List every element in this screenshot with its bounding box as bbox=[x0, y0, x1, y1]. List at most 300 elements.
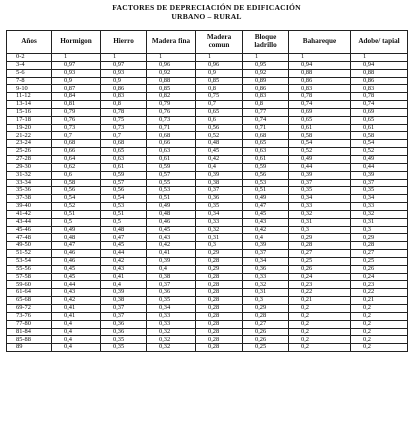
factor-cell: 0,42 bbox=[101, 257, 147, 265]
factor-cell: 0,9 bbox=[196, 69, 243, 77]
factor-cell: 0,74 bbox=[289, 101, 351, 109]
table-row bbox=[7, 297, 408, 305]
factor-cell: 0,37 bbox=[147, 281, 196, 289]
factor-cell: 0,28 bbox=[196, 328, 243, 336]
factor-cell: 0,37 bbox=[243, 250, 289, 258]
table-body bbox=[7, 54, 408, 352]
factor-cell: 0,65 bbox=[196, 108, 243, 116]
factor-cell: 0,33 bbox=[243, 273, 289, 281]
factor-cell: 0,49 bbox=[351, 155, 408, 163]
factor-cell: 0,79 bbox=[52, 108, 101, 116]
factor-cell: 0,7 bbox=[52, 132, 101, 140]
factor-cell: 0,29 bbox=[351, 234, 408, 242]
table-row bbox=[7, 163, 408, 171]
factor-cell: 0,63 bbox=[147, 148, 196, 156]
factor-cell: 0,8 bbox=[243, 101, 289, 109]
factor-cell: 0,35 bbox=[289, 187, 351, 195]
age-range-cell: 49-50 bbox=[7, 242, 52, 250]
factor-cell: 0,35 bbox=[101, 344, 147, 352]
factor-cell: 0,28 bbox=[196, 312, 243, 320]
factor-cell: 0,3 bbox=[243, 297, 289, 305]
table-row bbox=[7, 195, 408, 203]
factor-cell: 0,54 bbox=[289, 140, 351, 148]
factor-cell: 0,2 bbox=[289, 305, 351, 313]
factor-cell: 0,48 bbox=[101, 226, 147, 234]
factor-cell: 0,39 bbox=[289, 171, 351, 179]
age-range-cell: 47-48 bbox=[7, 234, 52, 242]
factor-cell: 0,75 bbox=[196, 93, 243, 101]
factor-cell: 0,86 bbox=[351, 77, 408, 85]
factor-cell: 0,28 bbox=[196, 281, 243, 289]
header-hierro: Hierro bbox=[101, 31, 147, 54]
factor-cell: 0,22 bbox=[351, 289, 408, 297]
header-anos: Años bbox=[7, 31, 52, 54]
factor-cell: 0,74 bbox=[243, 116, 289, 124]
factor-cell: 0,36 bbox=[101, 320, 147, 328]
factor-cell: 0,56 bbox=[101, 187, 147, 195]
factor-cell: 0,32 bbox=[196, 226, 243, 234]
factor-cell: 0,73 bbox=[101, 124, 147, 132]
factor-cell: 0,7 bbox=[101, 132, 147, 140]
factor-cell: 0,45 bbox=[147, 226, 196, 234]
age-range-cell: 73-76 bbox=[7, 312, 52, 320]
factor-cell: 0,32 bbox=[351, 210, 408, 218]
factor-cell: 0,31 bbox=[351, 218, 408, 226]
factor-cell: 0,68 bbox=[52, 140, 101, 148]
factor-cell: 0,26 bbox=[351, 265, 408, 273]
age-range-cell: 3-4 bbox=[7, 61, 52, 69]
table-row bbox=[7, 148, 408, 156]
factor-cell: 0,28 bbox=[196, 273, 243, 281]
depreciation-table bbox=[6, 30, 408, 352]
factor-cell: 0,2 bbox=[351, 312, 408, 320]
table-row bbox=[7, 179, 408, 187]
factor-cell: 0,46 bbox=[52, 257, 101, 265]
age-range-cell: 27-28 bbox=[7, 155, 52, 163]
factor-cell: 0,34 bbox=[243, 257, 289, 265]
factor-cell: 0,89 bbox=[243, 77, 289, 85]
factor-cell: 0,78 bbox=[351, 93, 408, 101]
factor-cell: 0,74 bbox=[351, 101, 408, 109]
factor-cell: 0,49 bbox=[243, 195, 289, 203]
factor-cell: 1 bbox=[289, 54, 351, 62]
factor-cell: 0,68 bbox=[101, 140, 147, 148]
age-range-cell: 43-44 bbox=[7, 218, 52, 226]
table-row bbox=[7, 69, 408, 77]
factor-cell: 0,9 bbox=[101, 77, 147, 85]
factor-cell: 0,57 bbox=[147, 171, 196, 179]
table-row bbox=[7, 85, 408, 93]
table-row bbox=[7, 226, 408, 234]
factor-cell: 0,88 bbox=[351, 69, 408, 77]
age-range-cell: 45-46 bbox=[7, 226, 52, 234]
factor-cell: 0,21 bbox=[351, 297, 408, 305]
factor-cell: 0,46 bbox=[147, 218, 196, 226]
table-row bbox=[7, 250, 408, 258]
factor-cell: 0,52 bbox=[351, 148, 408, 156]
table-row bbox=[7, 344, 408, 352]
factor-cell: 0,39 bbox=[196, 171, 243, 179]
factor-cell: 0,47 bbox=[243, 203, 289, 211]
factor-cell: 0,51 bbox=[101, 210, 147, 218]
factor-cell: 0,4 bbox=[196, 163, 243, 171]
factor-cell: 0,41 bbox=[52, 305, 101, 313]
factor-cell: 0,59 bbox=[147, 163, 196, 171]
header-adobe-tapial: Adobe/ tapial bbox=[351, 31, 408, 54]
factor-cell: 0,43 bbox=[147, 234, 196, 242]
factor-cell: 0,65 bbox=[351, 116, 408, 124]
factor-cell: 0,28 bbox=[196, 289, 243, 297]
factor-cell: 0,37 bbox=[101, 312, 147, 320]
age-range-cell: 31-32 bbox=[7, 171, 52, 179]
factor-cell: 0,42 bbox=[196, 155, 243, 163]
table-row bbox=[7, 203, 408, 211]
factor-cell: 1 bbox=[52, 54, 101, 62]
factor-cell: 0,3 bbox=[351, 226, 408, 234]
factor-cell: 0,56 bbox=[243, 171, 289, 179]
table-row bbox=[7, 289, 408, 297]
factor-cell: 0,23 bbox=[289, 281, 351, 289]
factor-cell: 0,54 bbox=[101, 195, 147, 203]
factor-cell: 0,66 bbox=[52, 148, 101, 156]
table-row bbox=[7, 77, 408, 85]
factor-cell: 0,26 bbox=[243, 328, 289, 336]
table-row bbox=[7, 61, 408, 69]
age-range-cell: 15-16 bbox=[7, 108, 52, 116]
age-range-cell: 23-24 bbox=[7, 140, 52, 148]
table-row bbox=[7, 312, 408, 320]
factor-cell: 0,6 bbox=[52, 171, 101, 179]
table-row bbox=[7, 336, 408, 344]
age-range-cell: 0-2 bbox=[7, 54, 52, 62]
table-header-row bbox=[7, 31, 408, 54]
factor-cell: 0,39 bbox=[351, 171, 408, 179]
factor-cell: 0,2 bbox=[351, 328, 408, 336]
factor-cell: 0,2 bbox=[289, 344, 351, 352]
factor-cell: 0,94 bbox=[289, 61, 351, 69]
table-row bbox=[7, 93, 408, 101]
factor-cell: 0,58 bbox=[289, 132, 351, 140]
age-range-cell: 65-68 bbox=[7, 297, 52, 305]
table-row bbox=[7, 187, 408, 195]
factor-cell: 0,96 bbox=[147, 61, 196, 69]
factor-cell: 0,68 bbox=[147, 132, 196, 140]
factor-cell: 0,61 bbox=[289, 124, 351, 132]
factor-cell: 0,37 bbox=[101, 305, 147, 313]
factor-cell: 0,32 bbox=[147, 336, 196, 344]
factor-cell: 0,86 bbox=[101, 85, 147, 93]
table-row bbox=[7, 116, 408, 124]
factor-cell: 0,93 bbox=[101, 69, 147, 77]
table-row bbox=[7, 281, 408, 289]
factor-cell: 0,53 bbox=[147, 187, 196, 195]
table-row bbox=[7, 320, 408, 328]
factor-cell: 0,71 bbox=[147, 124, 196, 132]
factor-cell: 0,33 bbox=[289, 203, 351, 211]
factor-cell: 0,57 bbox=[101, 179, 147, 187]
factor-cell: 0,2 bbox=[351, 305, 408, 313]
factor-cell: 0,52 bbox=[196, 132, 243, 140]
age-range-cell: 57-58 bbox=[7, 273, 52, 281]
factor-cell: 0,44 bbox=[52, 281, 101, 289]
factor-cell: 0,65 bbox=[289, 116, 351, 124]
factor-cell: 0,41 bbox=[147, 250, 196, 258]
factor-cell: 0,2 bbox=[289, 312, 351, 320]
age-range-cell: 59-60 bbox=[7, 281, 52, 289]
factor-cell: 0,22 bbox=[289, 289, 351, 297]
factor-cell: 0,56 bbox=[196, 124, 243, 132]
factor-cell: 0,51 bbox=[52, 210, 101, 218]
factor-cell: 0,38 bbox=[147, 273, 196, 281]
factor-cell: 0,28 bbox=[196, 305, 243, 313]
factor-cell: 1 bbox=[147, 54, 196, 62]
factor-cell: 0,28 bbox=[243, 312, 289, 320]
factor-cell: 0,4 bbox=[52, 344, 101, 352]
factor-cell: 0,62 bbox=[52, 163, 101, 171]
factor-cell: 0,64 bbox=[52, 155, 101, 163]
factor-cell: 0,43 bbox=[52, 289, 101, 297]
factor-cell: 0,88 bbox=[289, 69, 351, 77]
factor-cell: 0,23 bbox=[351, 281, 408, 289]
factor-cell: 0,48 bbox=[147, 210, 196, 218]
factor-cell: 0,45 bbox=[52, 273, 101, 281]
table-row bbox=[7, 218, 408, 226]
factor-cell: 1 bbox=[101, 54, 147, 62]
factor-cell: 0,4 bbox=[52, 320, 101, 328]
table-row bbox=[7, 108, 408, 116]
factor-cell: 0,63 bbox=[101, 155, 147, 163]
factor-cell: 0,5 bbox=[101, 218, 147, 226]
age-range-cell: 53-54 bbox=[7, 257, 52, 265]
factor-cell: 0,65 bbox=[101, 148, 147, 156]
factor-cell: 0,75 bbox=[101, 116, 147, 124]
factor-cell: 0,4 bbox=[147, 265, 196, 273]
factor-cell: 1 bbox=[243, 54, 289, 62]
factor-cell: 0,26 bbox=[243, 336, 289, 344]
factor-cell: 0,4 bbox=[243, 234, 289, 242]
factor-cell: 0,2 bbox=[289, 328, 351, 336]
factor-cell: 0,33 bbox=[147, 320, 196, 328]
age-range-cell: 77-80 bbox=[7, 320, 52, 328]
factor-cell: 0,71 bbox=[243, 124, 289, 132]
age-range-cell: 7-8 bbox=[7, 77, 52, 85]
factor-cell: 0,46 bbox=[52, 250, 101, 258]
factor-cell: 0,49 bbox=[289, 155, 351, 163]
factor-cell: 0,44 bbox=[289, 163, 351, 171]
factor-cell: 0,44 bbox=[351, 163, 408, 171]
factor-cell: 0,31 bbox=[243, 289, 289, 297]
factor-cell: 0,41 bbox=[101, 273, 147, 281]
factor-cell: 0,6 bbox=[196, 116, 243, 124]
factor-cell: 0,24 bbox=[351, 273, 408, 281]
factor-cell: 0,28 bbox=[196, 336, 243, 344]
factor-cell: 0,85 bbox=[147, 85, 196, 93]
factor-cell: 0,2 bbox=[351, 336, 408, 344]
age-range-cell: 35-36 bbox=[7, 187, 52, 195]
factor-cell: 0,92 bbox=[147, 69, 196, 77]
factor-cell: 0,88 bbox=[147, 77, 196, 85]
factor-cell: 0,61 bbox=[243, 155, 289, 163]
factor-cell: 0,28 bbox=[289, 242, 351, 250]
factor-cell: 0,3 bbox=[289, 226, 351, 234]
table-row bbox=[7, 328, 408, 336]
table-row bbox=[7, 155, 408, 163]
table-row bbox=[7, 242, 408, 250]
factor-cell: 0,43 bbox=[101, 265, 147, 273]
page-title: FACTORES DE DEPRECIACIÓN DE EDIFICACIÓN bbox=[112, 3, 301, 12]
factor-cell: 0,37 bbox=[351, 179, 408, 187]
factor-cell: 0,31 bbox=[196, 234, 243, 242]
factor-cell: 0,83 bbox=[243, 93, 289, 101]
factor-cell: 0,86 bbox=[243, 85, 289, 93]
factor-cell: 0,44 bbox=[101, 250, 147, 258]
factor-cell: 0,34 bbox=[147, 305, 196, 313]
age-range-cell: 11-12 bbox=[7, 93, 52, 101]
factor-cell: 0,45 bbox=[101, 242, 147, 250]
factor-cell: 0,81 bbox=[52, 101, 101, 109]
factor-cell: 0,32 bbox=[147, 328, 196, 336]
factor-cell: 0,3 bbox=[196, 242, 243, 250]
factor-cell: 0,32 bbox=[243, 281, 289, 289]
factor-cell: 0,34 bbox=[196, 210, 243, 218]
factor-cell: 0,94 bbox=[351, 61, 408, 69]
factor-cell: 0,2 bbox=[289, 336, 351, 344]
factor-cell: 0,55 bbox=[147, 179, 196, 187]
factor-cell: 0,83 bbox=[289, 85, 351, 93]
age-range-cell: 39-40 bbox=[7, 203, 52, 211]
table-row bbox=[7, 210, 408, 218]
factor-cell: 0,34 bbox=[351, 195, 408, 203]
factor-cell: 0,51 bbox=[243, 187, 289, 195]
factor-cell: 0,42 bbox=[147, 242, 196, 250]
factor-cell: 0,49 bbox=[52, 226, 101, 234]
factor-cell: 0,83 bbox=[351, 85, 408, 93]
factor-cell: 0,48 bbox=[52, 234, 101, 242]
header-madera-comun: Madera comun bbox=[196, 31, 243, 54]
factor-cell: 0,86 bbox=[289, 77, 351, 85]
age-range-cell: 89 bbox=[7, 344, 52, 352]
factor-cell: 0,95 bbox=[243, 61, 289, 69]
factor-cell: 0,29 bbox=[196, 265, 243, 273]
factor-cell: 0,61 bbox=[351, 124, 408, 132]
factor-cell: 0,85 bbox=[196, 77, 243, 85]
factor-cell: 0,37 bbox=[289, 179, 351, 187]
factor-cell: 0,79 bbox=[147, 101, 196, 109]
table-row bbox=[7, 257, 408, 265]
factor-cell: 0,32 bbox=[147, 344, 196, 352]
factor-cell: 0,28 bbox=[196, 344, 243, 352]
table-row bbox=[7, 132, 408, 140]
factor-cell: 0,41 bbox=[52, 312, 101, 320]
factor-cell: 0,42 bbox=[52, 297, 101, 305]
factor-cell: 0,4 bbox=[52, 328, 101, 336]
factor-cell: 0,54 bbox=[52, 195, 101, 203]
factor-cell: 0,69 bbox=[289, 108, 351, 116]
factor-cell: 0,29 bbox=[289, 234, 351, 242]
factor-cell: 0,76 bbox=[52, 116, 101, 124]
factor-cell: 0,47 bbox=[52, 242, 101, 250]
factor-cell: 0,28 bbox=[351, 242, 408, 250]
factor-cell: 0,9 bbox=[52, 77, 101, 85]
factor-cell: 0,82 bbox=[147, 93, 196, 101]
age-range-cell: 85-88 bbox=[7, 336, 52, 344]
age-range-cell: 33-34 bbox=[7, 179, 52, 187]
header-madera-fina: Madera fina bbox=[147, 31, 196, 54]
factor-cell: 1 bbox=[351, 54, 408, 62]
age-range-cell: 9-10 bbox=[7, 85, 52, 93]
factor-cell: 0,49 bbox=[147, 203, 196, 211]
factor-cell: 0,25 bbox=[243, 344, 289, 352]
age-range-cell: 19-20 bbox=[7, 124, 52, 132]
header-bloque-ladrillo: Bloque ladrillo bbox=[243, 31, 289, 54]
table-row bbox=[7, 273, 408, 281]
factor-cell: 0,2 bbox=[289, 320, 351, 328]
factor-cell: 0,36 bbox=[196, 195, 243, 203]
factor-cell: 0,27 bbox=[351, 250, 408, 258]
factor-cell: 0,73 bbox=[147, 116, 196, 124]
factor-cell: 0,47 bbox=[101, 234, 147, 242]
factor-cell: 0,36 bbox=[101, 328, 147, 336]
factor-cell: 0,63 bbox=[243, 148, 289, 156]
factor-cell: 0,33 bbox=[147, 312, 196, 320]
age-range-cell: 17-18 bbox=[7, 116, 52, 124]
factor-cell: 0,52 bbox=[289, 148, 351, 156]
factor-cell: 0,73 bbox=[52, 124, 101, 132]
factor-cell: 0,2 bbox=[351, 320, 408, 328]
table-row bbox=[7, 265, 408, 273]
header-hormigon: Hormigon bbox=[52, 31, 101, 54]
factor-cell: 0,45 bbox=[243, 210, 289, 218]
factor-cell: 0,4 bbox=[101, 281, 147, 289]
factor-cell: 0,78 bbox=[101, 108, 147, 116]
factor-cell: 0,24 bbox=[289, 273, 351, 281]
factor-cell: 0,48 bbox=[196, 140, 243, 148]
factor-cell: 0,61 bbox=[101, 163, 147, 171]
factor-cell: 0,56 bbox=[52, 187, 101, 195]
factor-cell: 0,26 bbox=[289, 265, 351, 273]
factor-cell: 0,59 bbox=[243, 163, 289, 171]
age-range-cell: 5-6 bbox=[7, 69, 52, 77]
age-range-cell: 61-64 bbox=[7, 289, 52, 297]
factor-cell: 0,33 bbox=[351, 203, 408, 211]
factor-cell: 0,36 bbox=[243, 265, 289, 273]
factor-cell: 0,34 bbox=[289, 195, 351, 203]
header-bahareque: Bahareque bbox=[289, 31, 351, 54]
factor-cell: 0,38 bbox=[101, 297, 147, 305]
factor-cell: 0,42 bbox=[243, 226, 289, 234]
age-range-cell: 25-26 bbox=[7, 148, 52, 156]
age-range-cell: 21-22 bbox=[7, 132, 52, 140]
factor-cell: 0,35 bbox=[351, 187, 408, 195]
factor-cell: 0,28 bbox=[196, 297, 243, 305]
factor-cell: 0,93 bbox=[52, 69, 101, 77]
factor-cell: 0,84 bbox=[52, 93, 101, 101]
factor-cell: 0,32 bbox=[289, 210, 351, 218]
age-range-cell: 29-30 bbox=[7, 163, 52, 171]
age-range-cell: 41-42 bbox=[7, 210, 52, 218]
table-row bbox=[7, 124, 408, 132]
factor-cell: 0,27 bbox=[243, 320, 289, 328]
factor-cell: 0,52 bbox=[52, 203, 101, 211]
age-range-cell: 81-84 bbox=[7, 328, 52, 336]
factor-cell: 0,35 bbox=[101, 336, 147, 344]
factor-cell: 0,31 bbox=[289, 218, 351, 226]
factor-cell: 0,29 bbox=[196, 250, 243, 258]
table-row bbox=[7, 101, 408, 109]
factor-cell: 0,21 bbox=[289, 297, 351, 305]
factor-cell: 0,59 bbox=[101, 171, 147, 179]
factor-cell: 0,66 bbox=[147, 140, 196, 148]
